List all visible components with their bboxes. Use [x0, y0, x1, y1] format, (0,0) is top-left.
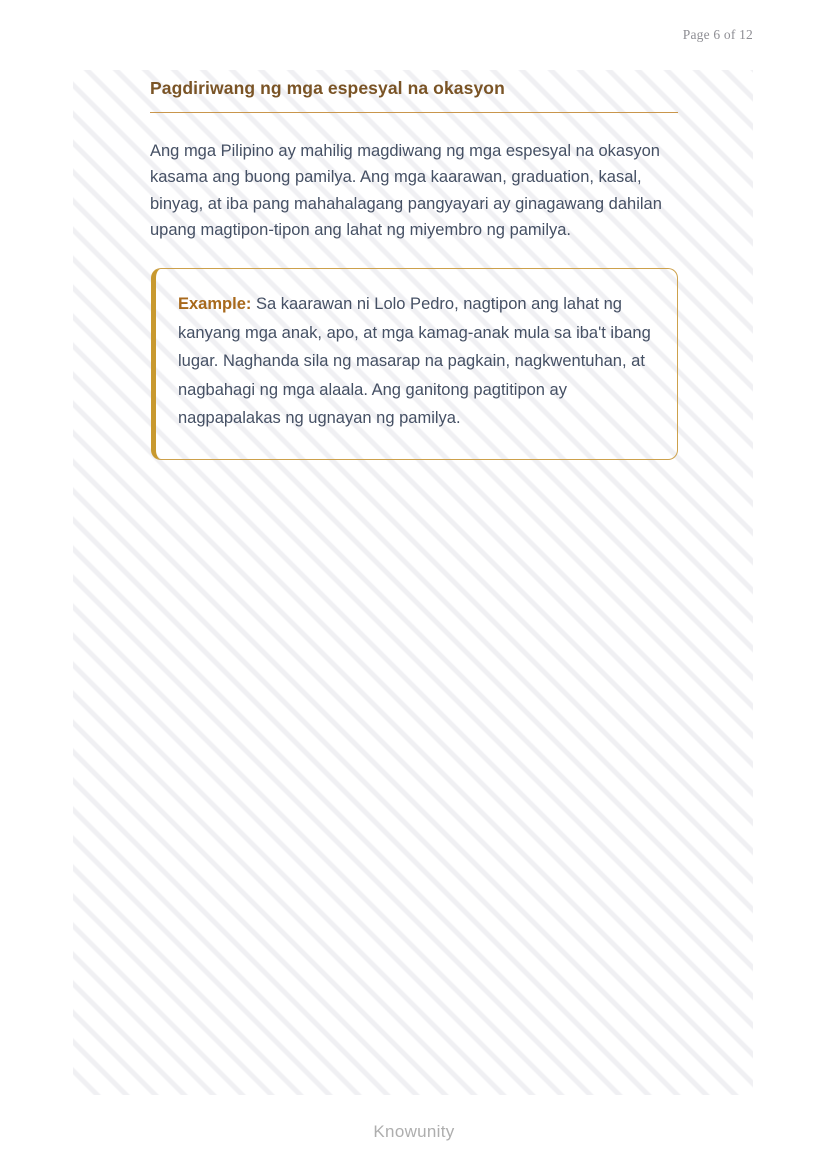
intro-paragraph: Ang mga Pilipino ay mahilig magdiwang ng mga espesyal na okasyon kasama ang buong pamilya. Ang mga kaarawan, graduation, kasal, binyag, at iba pang mahahalagang pangyayari ay ginagawang dahilan upang magtipon-tipon ang lahat ng miyembro ng pamilya.: [150, 142, 662, 240]
example-body-text: Sa kaarawan ni Lolo Pedro, nagtipon ang lahat ng kanyang mga anak, apo, at mga kamag-anak mula sa iba't ibang lugar. Naghanda sila ng masarap na pagkain, nagkwentuhan, at nagbahagi ng mga alaala. Ang ganitong pagtitipon ay nagpapalakas ng ugnayan ng pamilya.: [178, 295, 651, 428]
example-box: [151, 268, 678, 460]
section-title-rule: [150, 112, 678, 113]
example-label: Example:: [178, 295, 252, 313]
footer-brand: Knowunity: [373, 1122, 455, 1141]
section-title: Pagdiriwang ng mga espesyal na okasyon: [150, 78, 505, 98]
page-number: Page 6 of 12: [682, 27, 753, 42]
example-text: [178, 290, 651, 433]
